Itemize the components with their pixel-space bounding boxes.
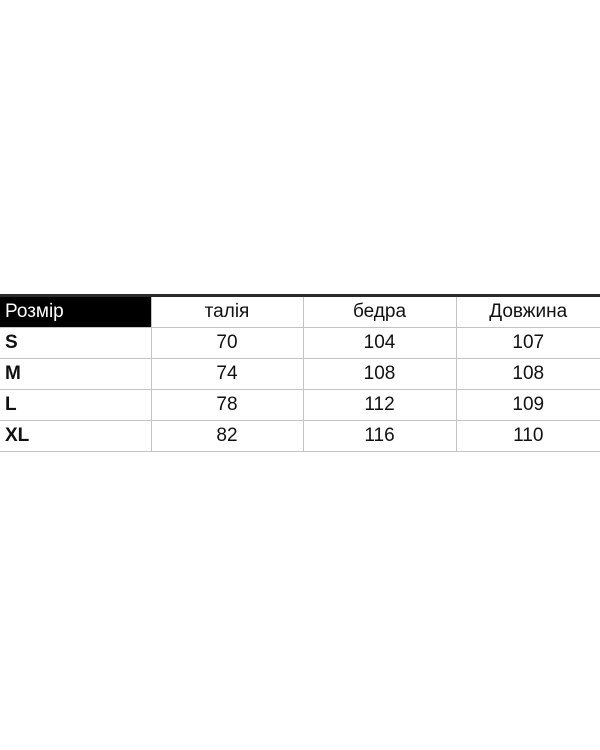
waist-cell: 78 bbox=[151, 390, 303, 421]
size-cell: S bbox=[0, 328, 151, 359]
hips-cell: 104 bbox=[303, 328, 456, 359]
hips-cell: 108 bbox=[303, 359, 456, 390]
table-row bbox=[0, 390, 600, 421]
waist-cell: 82 bbox=[151, 421, 303, 452]
size-chart-table bbox=[0, 294, 600, 452]
waist-cell: 74 bbox=[151, 359, 303, 390]
length-cell: 107 bbox=[456, 328, 600, 359]
waist-cell: 70 bbox=[151, 328, 303, 359]
table-row bbox=[0, 421, 600, 452]
size-cell: L bbox=[0, 390, 151, 421]
length-cell: 108 bbox=[456, 359, 600, 390]
header-size: Розмір bbox=[0, 296, 151, 328]
header-waist: талія bbox=[151, 296, 303, 328]
table-row bbox=[0, 359, 600, 390]
hips-cell: 116 bbox=[303, 421, 456, 452]
size-cell: XL bbox=[0, 421, 151, 452]
header-hips: бедра bbox=[303, 296, 456, 328]
hips-cell: 112 bbox=[303, 390, 456, 421]
length-cell: 109 bbox=[456, 390, 600, 421]
size-cell: M bbox=[0, 359, 151, 390]
table-row bbox=[0, 328, 600, 359]
header-length: Довжина bbox=[456, 296, 600, 328]
table-header-row bbox=[0, 296, 600, 328]
length-cell: 110 bbox=[456, 421, 600, 452]
